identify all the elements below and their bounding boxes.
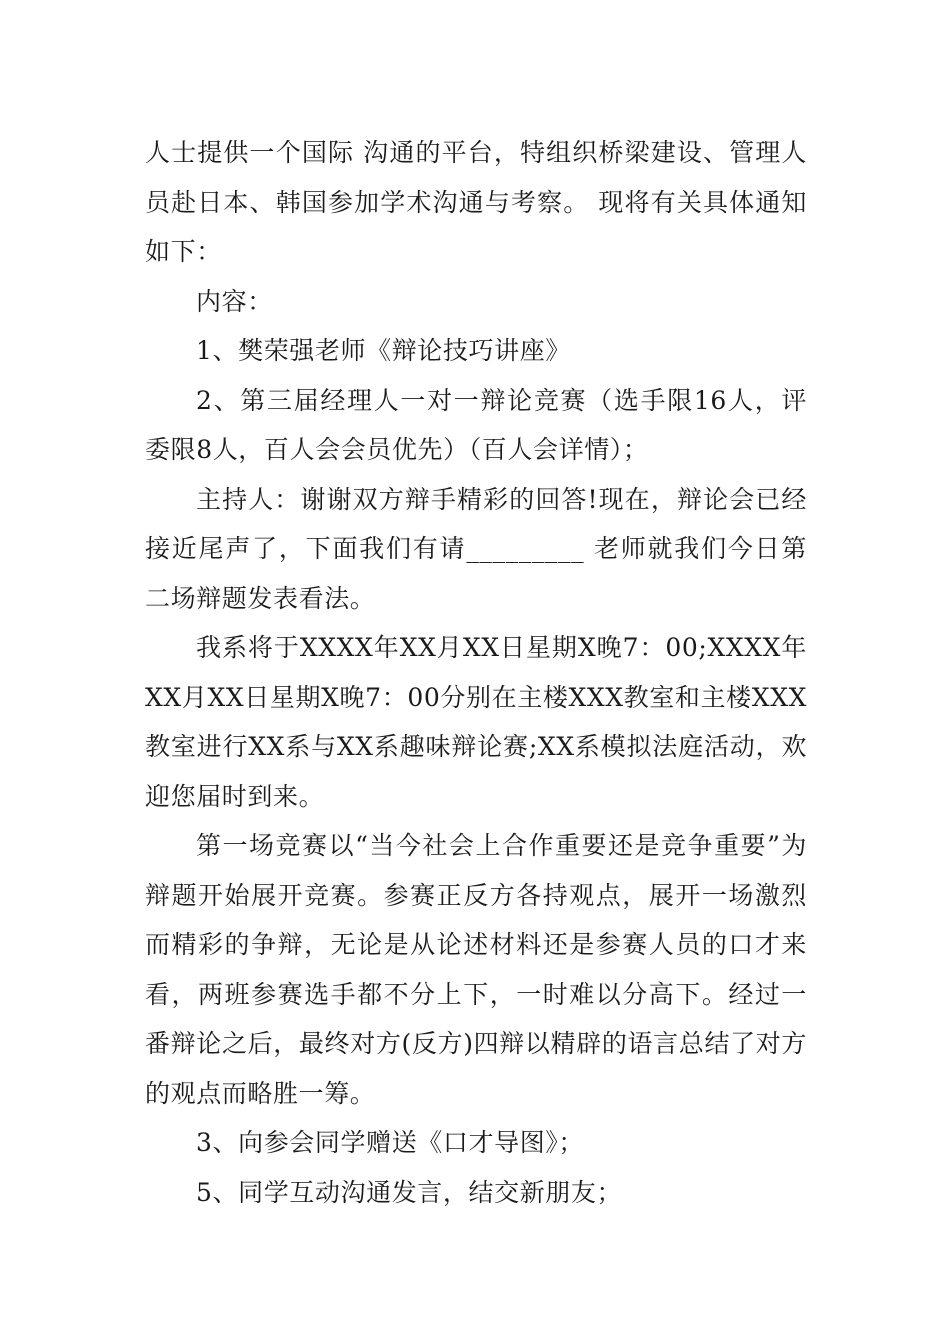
list-item-3: 3、向参会同学赠送《口才导图》； [196,1128,585,1157]
list-item-5: 5、同学互动沟通发言，结交新朋友； [196,1177,623,1207]
document-body [145,128,807,1217]
paragraph-host: 主持人：谢谢双方辩手精彩的回答!现在，辩论会已经接近尾声了，下面我们有请_________ 老师就我们今日第二场辩题发表看法。 [145,484,807,613]
paragraph-first-match: 第一场竞赛以“当今社会上合作重要还是竞争重要”为辩题开始展开竞赛。参赛正反方各持观点，展开一场激烈而精彩的争辩，无论是从论述材料还是参赛人员的口才来看，两班参赛选手都不分上下，一时难以分高下。经过一番辩论之后，最终对方(反方)四辩以精辟的语言总结了对方的观点而略胜一筹。 [145,831,807,1108]
paragraph-intro: 人士提供一个国际 沟通的平台，特组织桥梁建设、管理人员赴日本、韩国参加学术沟通与考察。 现将有关具体通知如下： [145,138,807,266]
paragraph-schedule: 我系将于XXXX年XX月XX日星期X晚7：00;XXXX年XX月XX日星期X晚7：00分别在主楼XXX教室和主楼XXX教室进行XX系与XX系趣味辩论赛;XX系模拟法庭活动，欢迎您届时到来。 [145,633,807,811]
list-item-1: 1、樊荣强老师《辩论技巧讲座》 [196,336,571,365]
paragraph-content-heading: 内容： [196,286,273,316]
list-item-2: 2、第三届经理人一对一辩论竞赛（选手限16人，评委限8人，百人会会员优先）（百人会详情）； [145,385,807,464]
